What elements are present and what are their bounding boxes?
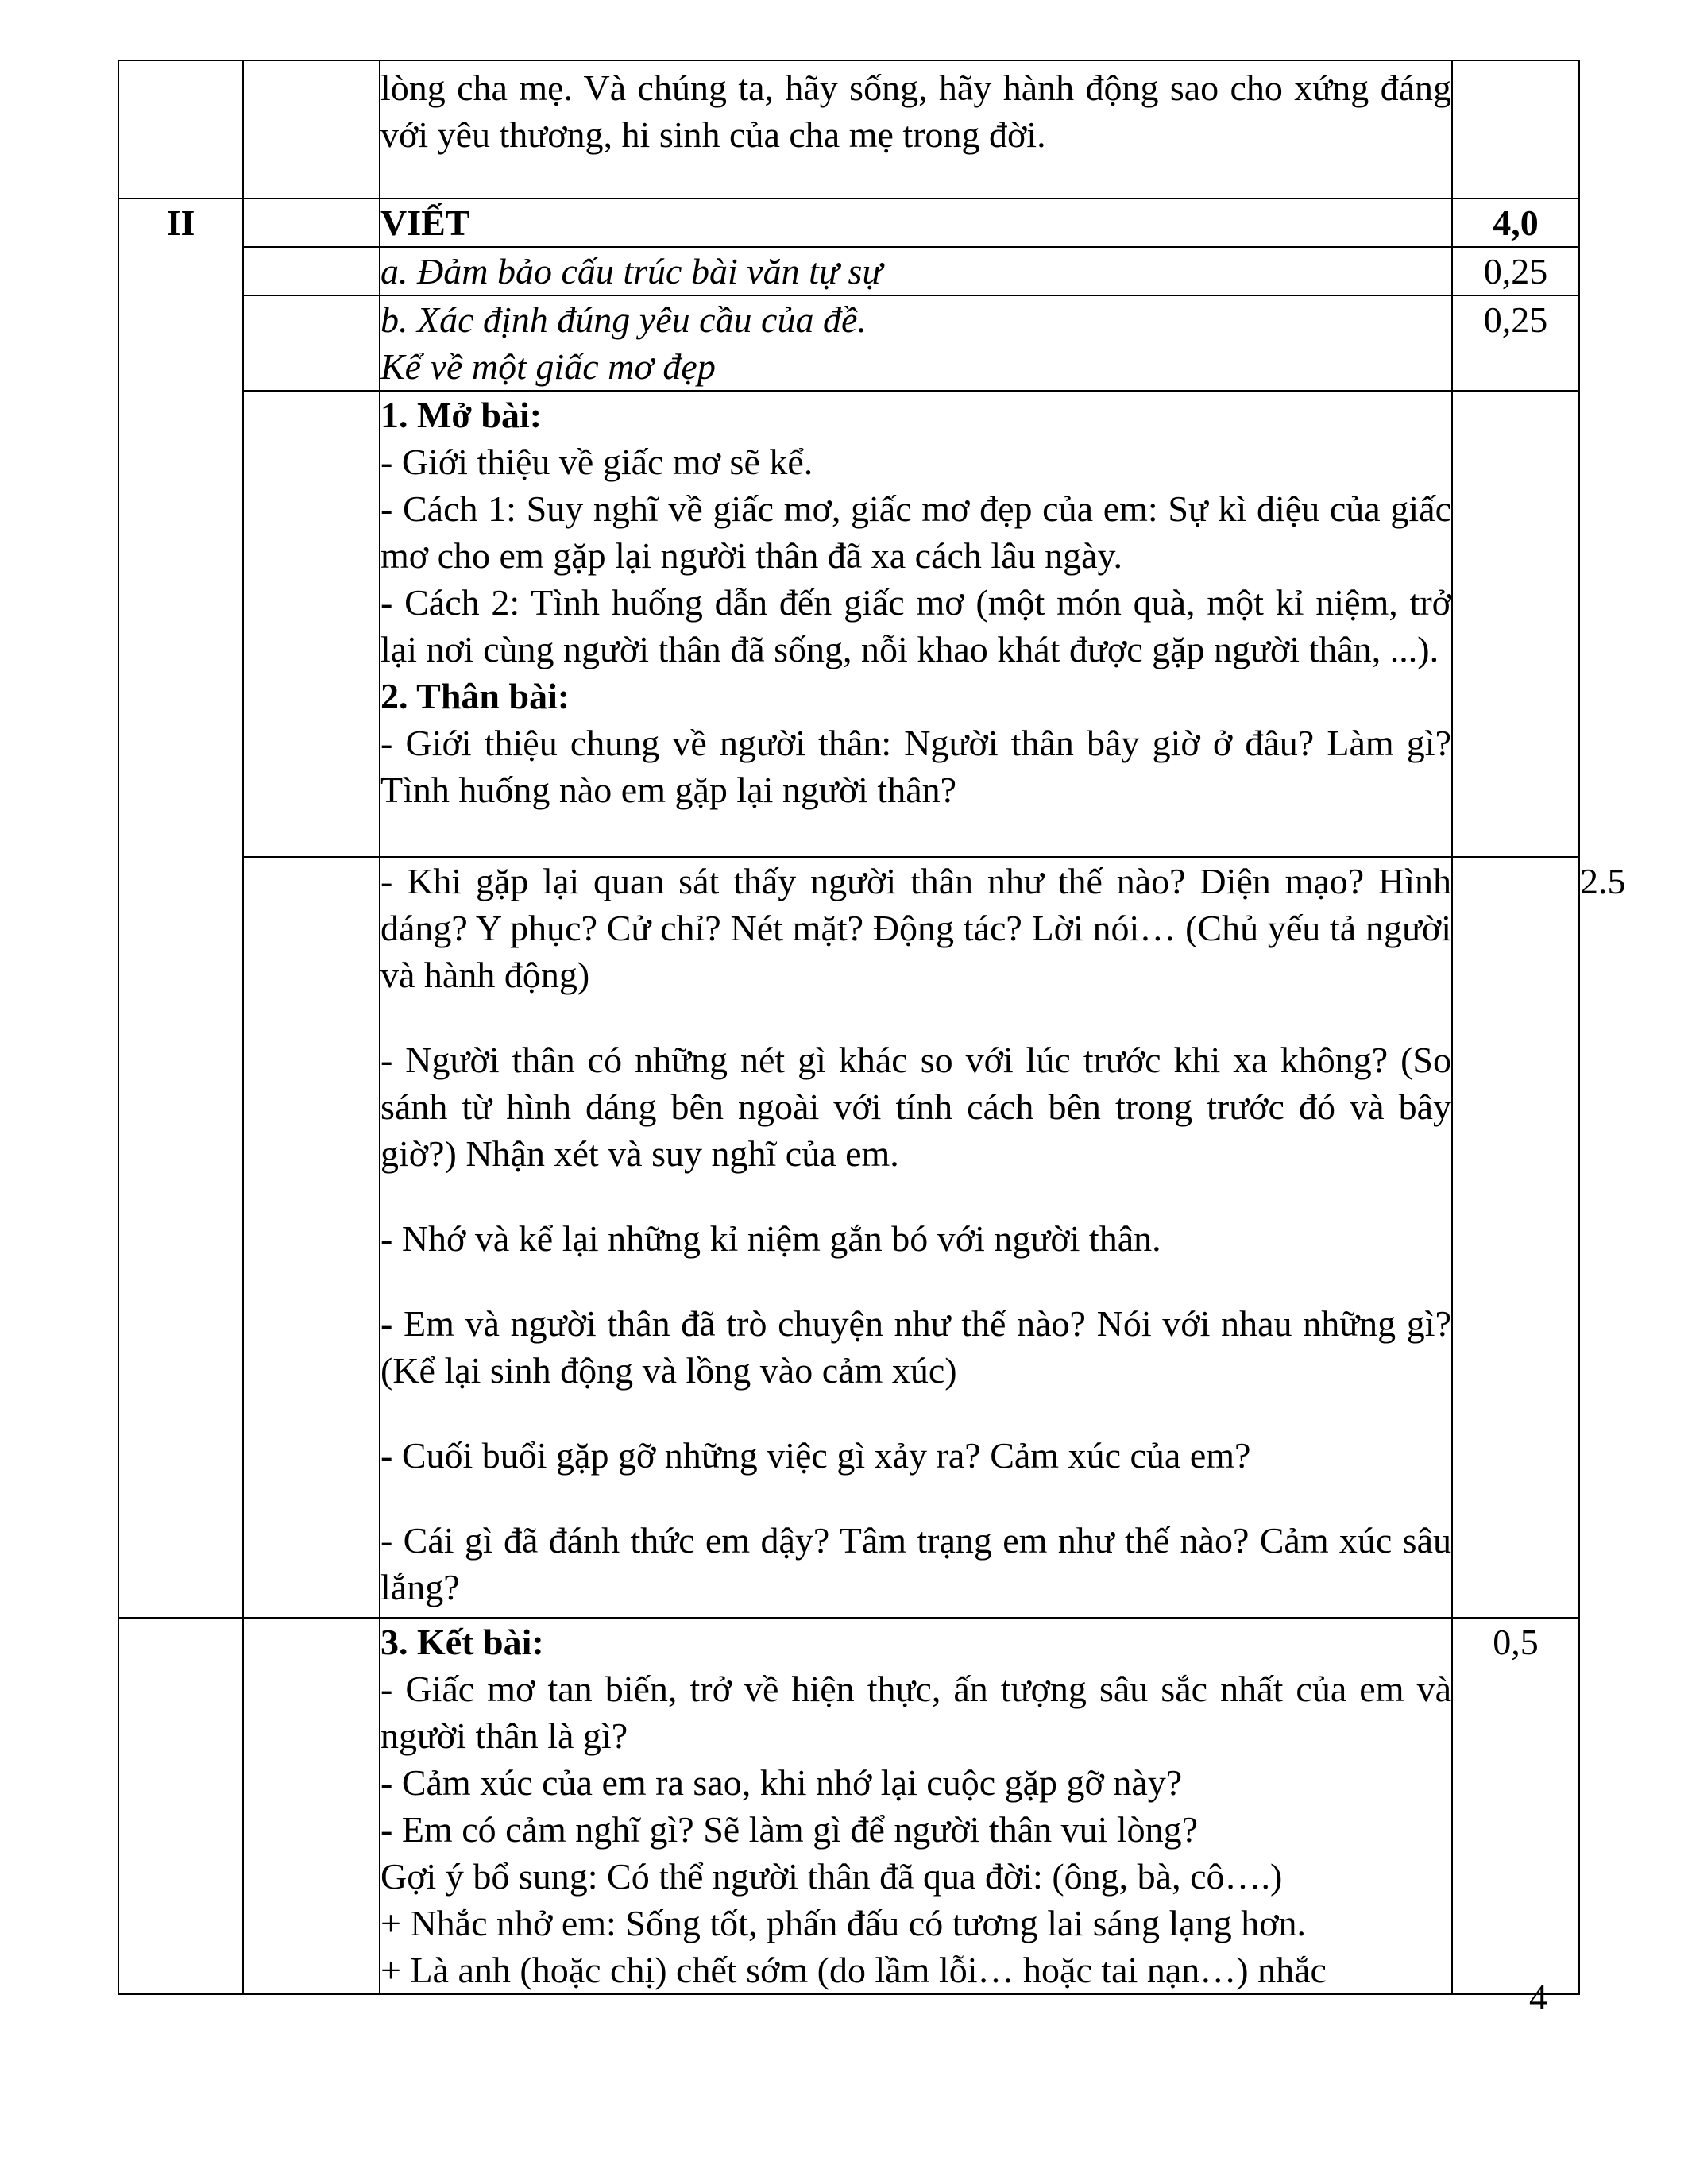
body-paragraph: - Cái gì đã đánh thức em dậy? Tâm trạng em như thế nào? Cảm xúc sâu lắng? bbox=[380, 1520, 1451, 1607]
criterion-a: a. Đảm bảo cấu trúc bài văn tự sự bbox=[380, 247, 1452, 295]
criterion-b-topic: Kể về một giấc mơ đẹp bbox=[380, 346, 716, 387]
section-cell bbox=[118, 60, 243, 199]
part2-heading: 2. Thân bài: bbox=[380, 676, 570, 716]
table-row bbox=[118, 60, 1579, 199]
content-cell bbox=[380, 1618, 1452, 1994]
part3-line: - Cảm xúc của em ra sao, khi nhớ lại cuộc gặp gỡ này? bbox=[380, 1762, 1183, 1803]
part1-line: - Cách 2: Tình huống dẫn đến giấc mơ (một món quà, một kỉ niệm, trở lại nơi cùng người thân đã sống, nỗi khao khát được gặp người thân, ...). bbox=[380, 582, 1451, 669]
sub-cell bbox=[243, 391, 380, 857]
section-number: II bbox=[118, 199, 243, 1618]
criterion-b bbox=[380, 295, 1452, 391]
table-row bbox=[118, 391, 1579, 857]
part3-line: - Giấc mơ tan biến, trở về hiện thực, ấn tượng sâu sắc nhất của em và người thân là gì? bbox=[380, 1669, 1451, 1756]
sub-cell bbox=[243, 1618, 380, 1994]
table-row: - Khi gặp lại quan sát thấy người thân như thế nào? Diện mạo? Hình dáng? Y phục? Cử chỉ? Nét mặt? Động tác? Lời nói… (Chủ yếu tả người và hành động) - Người thân có những nét gì khác so với lúc trước khi xa không? (So sánh từ hình dáng bên ngoài với tính cách bên trong trước đó và bây giờ?) Nhận xét và suy nghĩ của em. - Nhớ và kể lại những kỉ niệm gắn bó với người thân. - Em và người thân đã trò chuyện như thế nào? Nói với nhau những gì? (Kể lại sinh động và lồng vào cảm xúc) - Cuối buổi gặp gỡ những việc gì xảy ra? Cảm xúc của em? - Cái gì đã đánh thức em dậy? Tâm trạng em như thế nào? Cảm xúc sâu lắng? 2.5 bbox=[118, 857, 1579, 1618]
content-cell bbox=[380, 60, 1452, 199]
criterion-b-line: b. Xác định đúng yêu cầu của đề. bbox=[380, 299, 867, 340]
table-row bbox=[118, 295, 1579, 391]
sub-cell bbox=[243, 199, 380, 247]
criterion-a-score: 0,25 bbox=[1452, 247, 1579, 295]
part3-line: Gợi ý bổ sung: Có thể người thân đã qua đời: (ông, bà, cô….) bbox=[380, 1856, 1283, 1897]
body-paragraph: - Nhớ và kể lại những kỉ niệm gắn bó với người thân. bbox=[380, 1218, 1161, 1259]
page-number: 4 bbox=[1529, 1977, 1547, 2017]
part3-line: - Em có cảm nghĩ gì? Sẽ làm gì để người thân vui lòng? bbox=[380, 1809, 1199, 1850]
part3-line: + Nhắc nhở em: Sống tốt, phấn đấu có tương lai sáng lạng hơn. bbox=[380, 1903, 1307, 1943]
part1-line: - Cách 1: Suy nghĩ về giấc mơ, giấc mơ đẹp của em: Sự kì diệu của giấc mơ cho em gặp lại người thân đã xa cách lâu ngày. bbox=[380, 488, 1451, 576]
content-cell bbox=[380, 857, 1452, 1618]
conclusion-score: 0,5 bbox=[1452, 1618, 1579, 1994]
section-title: VIẾT bbox=[380, 199, 1452, 247]
body-paragraph: - Khi gặp lại quan sát thấy người thân như thế nào? Diện mạo? Hình dáng? Y phục? Cử chỉ? Nét mặt? Động tác? Lời nói… (Chủ yếu tả người và hành động) bbox=[380, 861, 1451, 995]
part1-line: - Giới thiệu về giấc mơ sẽ kể. bbox=[380, 442, 813, 482]
answer-table bbox=[118, 60, 1626, 1995]
content-cell bbox=[380, 391, 1452, 857]
part3-line: + Là anh (hoặc chị) chết sớm (do lầm lỗi… hoặc tai nạn…) nhắc bbox=[380, 1950, 1327, 1990]
section-cell bbox=[118, 1618, 243, 1994]
body-paragraph: - Cuối buổi gặp gỡ những việc gì xảy ra? Cảm xúc của em? bbox=[380, 1435, 1251, 1476]
criterion-b-score: 0,25 bbox=[1452, 295, 1579, 391]
table-row bbox=[118, 1618, 1579, 1994]
part2-intro-line: - Giới thiệu chung về người thân: Người thân bây giờ ở đâu? Làm gì? Tình huống nào em gặp lại người thân? bbox=[380, 723, 1451, 810]
paragraph: lòng cha mẹ. Và chúng ta, hãy sống, hãy hành động sao cho xứng đáng với yêu thương, hi sinh của cha mẹ trong đời. bbox=[380, 68, 1451, 155]
sub-cell bbox=[243, 857, 380, 1618]
body-paragraph: - Người thân có những nét gì khác so với lúc trước khi xa không? (So sánh từ hình dáng bên ngoài với tính cách bên trong trước đó và bây giờ?) Nhận xét và suy nghĩ của em. bbox=[380, 1040, 1451, 1174]
section-cell bbox=[1452, 857, 1579, 1618]
score-cell bbox=[1452, 391, 1579, 857]
part3-heading: 3. Kết bài: bbox=[380, 1622, 544, 1662]
sub-cell bbox=[243, 247, 380, 295]
sub-cell bbox=[243, 295, 380, 391]
table-row bbox=[118, 247, 1579, 295]
body-paragraph: - Em và người thân đã trò chuyện như thế nào? Nói với nhau những gì? (Kể lại sinh động và lồng vào cảm xúc) bbox=[380, 1303, 1451, 1391]
section-score: 4,0 bbox=[1452, 199, 1579, 247]
part1-heading: 1. Mở bài: bbox=[380, 395, 543, 435]
table-row bbox=[118, 199, 1579, 247]
sub-cell bbox=[243, 60, 380, 199]
score-cell bbox=[1452, 60, 1579, 199]
